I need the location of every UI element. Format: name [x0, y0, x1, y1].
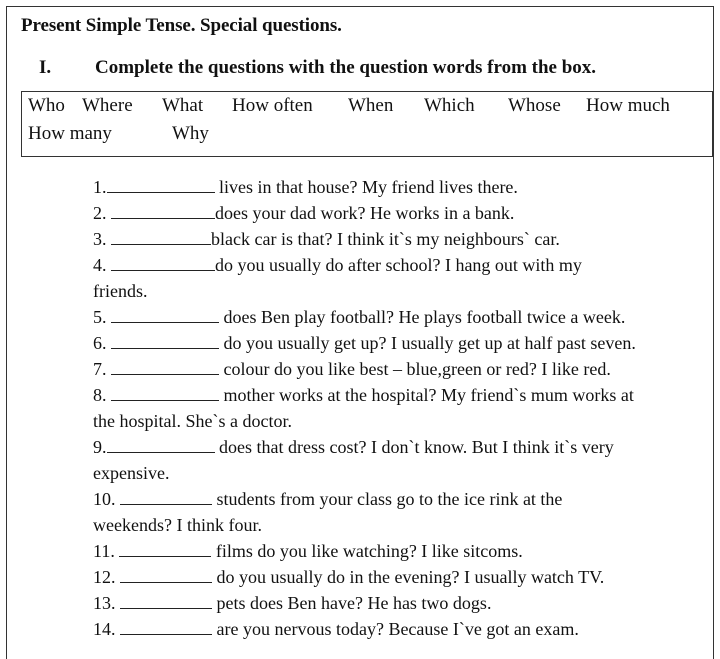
question-text: colour do you like best – blue,green or red? I like red. [223, 359, 611, 379]
box-word: How much [586, 95, 670, 116]
question-text: films do you like watching? I like sitcoms. [215, 541, 523, 561]
question-number: 12. [93, 567, 116, 587]
box-word: Which [424, 95, 475, 116]
task-number: I. [39, 57, 52, 78]
question-number: 14. [93, 619, 116, 639]
question-text: does Ben play football? He plays football twice a week. [223, 307, 626, 327]
question-number: 9. [93, 437, 107, 457]
question-6 [93, 333, 636, 354]
question-11 [93, 541, 523, 562]
answer-blank[interactable] [120, 490, 212, 505]
question-9-continuation: expensive. [93, 463, 170, 483]
question-text: do you usually do after school? I hang out with my [215, 255, 582, 275]
box-word: Why [172, 123, 209, 144]
question-14 [93, 619, 579, 640]
answer-blank[interactable] [111, 386, 219, 401]
question-text: students from your class go to the ice rink at the [216, 489, 563, 509]
question-text: does your dad work? He works in a bank. [215, 203, 515, 223]
question-text: pets does Ben have? He has two dogs. [216, 593, 492, 613]
question-number: 10. [93, 489, 116, 509]
box-word: How often [232, 95, 313, 116]
question-text: do you usually get up? I usually get up at half past seven. [223, 333, 636, 353]
answer-blank[interactable] [120, 568, 212, 583]
question-4 [93, 255, 582, 276]
question-text: do you usually do in the evening? I usually watch TV. [216, 567, 605, 587]
question-number: 3. [93, 229, 107, 249]
page-title: Present Simple Tense. Special questions. [21, 15, 342, 36]
question-2 [93, 203, 514, 224]
question-number: 13. [93, 593, 116, 613]
box-word: When [348, 95, 394, 116]
answer-blank[interactable] [119, 542, 211, 557]
worksheet-page [6, 6, 714, 659]
question-text: are you nervous today? Because I`ve got an exam. [216, 619, 579, 639]
task-instruction: Complete the questions with the question words from the box. [95, 57, 597, 78]
question-word-box [21, 91, 713, 157]
question-13 [93, 593, 491, 614]
question-number: 7. [93, 359, 107, 379]
question-10-continuation: weekends? I think four. [93, 515, 262, 535]
question-number: 2. [93, 203, 107, 223]
question-number: 8. [93, 385, 107, 405]
question-9 [93, 437, 614, 458]
answer-blank[interactable] [111, 230, 211, 245]
answer-blank[interactable] [111, 308, 219, 323]
box-word: How many [28, 123, 112, 144]
question-text: lives in that house? My friend lives there. [219, 177, 518, 197]
answer-blank[interactable] [120, 594, 212, 609]
question-12 [93, 567, 604, 588]
answer-blank[interactable] [107, 438, 215, 453]
box-word: What [162, 95, 204, 116]
question-text: does that dress cost? I don`t know. But I think it`s very [219, 437, 614, 457]
question-number: 1. [93, 177, 107, 197]
question-text: mother works at the hospital? My friend`s mum works at [223, 385, 634, 405]
question-1 [93, 177, 518, 198]
question-8 [93, 385, 634, 406]
question-text: black car is that? I think it`s my neighbours` car. [211, 229, 560, 249]
question-4-continuation: friends. [93, 281, 148, 301]
box-word: Who [28, 95, 65, 116]
question-7 [93, 359, 611, 380]
answer-blank[interactable] [107, 178, 215, 193]
answer-blank[interactable] [120, 620, 212, 635]
answer-blank[interactable] [111, 204, 215, 219]
answer-blank[interactable] [111, 360, 219, 375]
question-number: 6. [93, 333, 107, 353]
question-10 [93, 489, 562, 510]
question-number: 4. [93, 255, 107, 275]
question-5 [93, 307, 625, 328]
question-number: 5. [93, 307, 107, 327]
question-3 [93, 229, 560, 250]
box-word: Whose [508, 95, 561, 116]
answer-blank[interactable] [111, 256, 215, 271]
answer-blank[interactable] [111, 334, 219, 349]
box-word: Where [82, 95, 133, 116]
task-heading [39, 57, 596, 79]
question-number: 11. [93, 541, 115, 561]
question-8-continuation: the hospital. She`s a doctor. [93, 411, 292, 431]
